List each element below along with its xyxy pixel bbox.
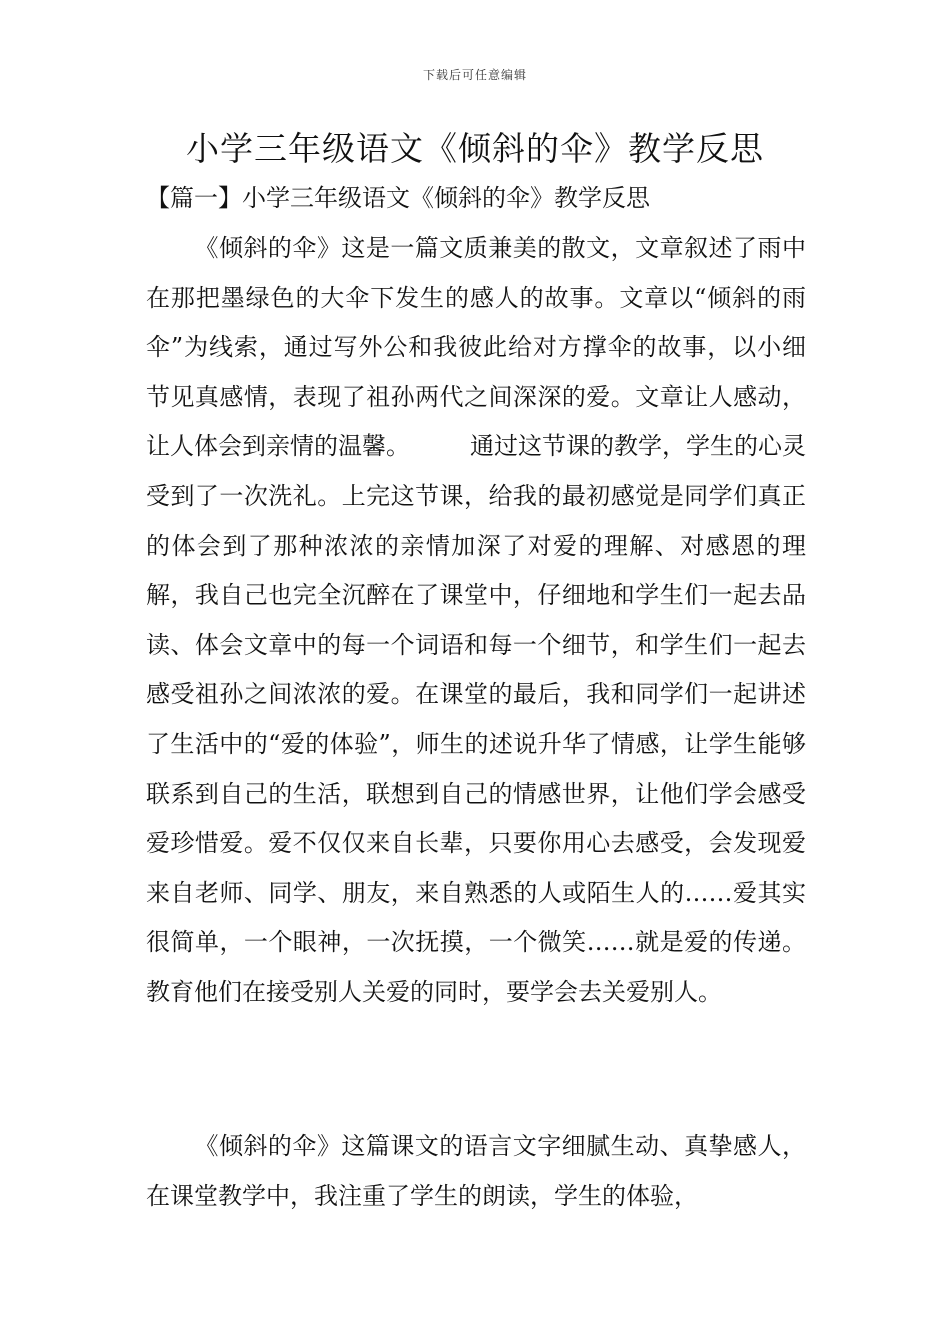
body-paragraph-1 bbox=[146, 224, 806, 1018]
header-note: 下载后可任意编辑 bbox=[422, 68, 527, 82]
paragraph-2-text: 《倾斜的伞》这篇课文的语言文字细腻生动、真挚感人，在课堂教学中，我注重了学生的朗读，学生的体验， bbox=[146, 1132, 806, 1210]
body-paragraph-2 bbox=[146, 1122, 806, 1221]
paragraph-1-part-1: 《倾斜的伞》这是一篇文质兼美的散文，文章叙述了雨中在那把墨绿色的大伞下发生的感人的故事。文章以“倾斜的雨伞”为线索，通过写外公和我彼此给对方撑伞的故事，以小细节见真感情，表现了祖孙两代之间深深的爱。文章让人感动，让人体会到亲情的温馨。 bbox=[146, 234, 806, 461]
page-title: 小学三年级语文《倾斜的伞》教学反思 bbox=[186, 129, 764, 168]
paragraph-1-part-2: 通过这节课的教学，学生的心灵受到了一次洗礼。上完这节课，给我的最初感觉是同学们真正的体会到了那种浓浓的亲情加深了对爱的理解、对感恩的理解，我自己也完全沉醉在了课堂中，仔细地和学生们一起去品读、体会文章中的每一个词语和每一个细节，和学生们一起去感受祖孙之间浓浓的爱。在课堂的最后，我和同学们一起讲述了生活中的“爱的体验”，师生的述说升华了情感，让学生能够联系到自己的生活，联想到自己的情感世界，让他们学会感受爱珍惜爱。爱不仅仅来自长辈，只要你用心去感受，会发现爱来自老师、同学、朋友，来自熟悉的人或陌生人的……爱其实很简单，一个眼神，一次抚摸，一个微笑……就是爱的传递。教育他们在接受别人关爱的同时，要学会去关爱别人。 bbox=[146, 432, 806, 1006]
section-heading: 【篇一】小学三年级语文《倾斜的伞》教学反思 bbox=[146, 184, 650, 212]
